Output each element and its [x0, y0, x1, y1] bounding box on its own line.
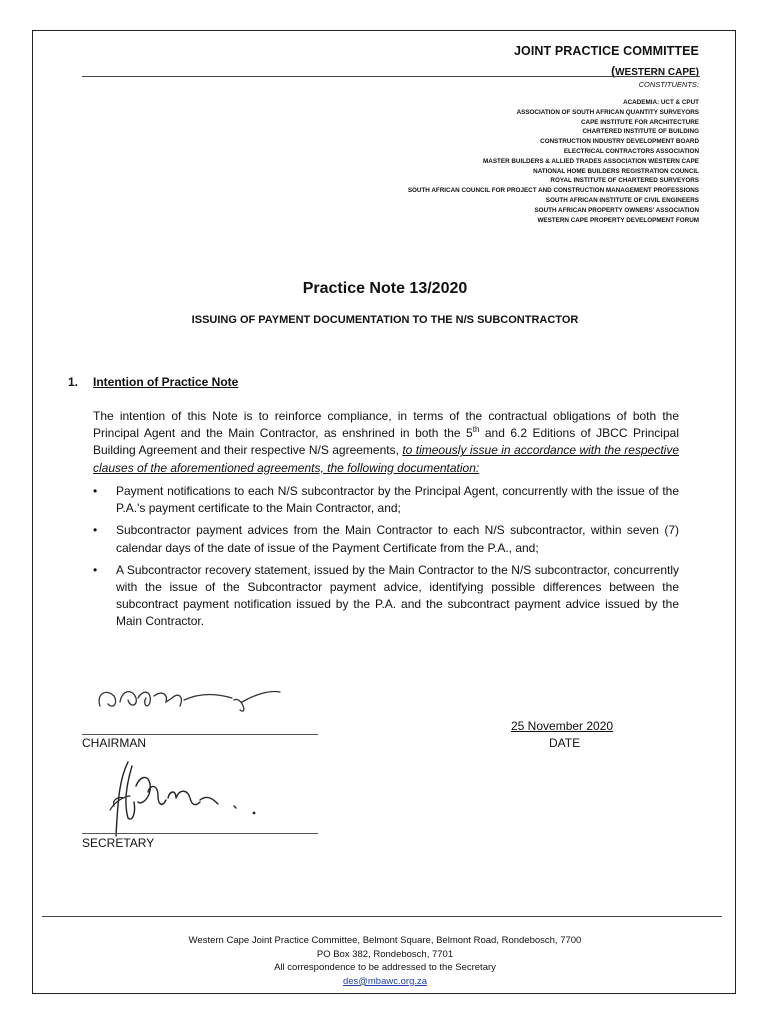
para-underlined-text: to timeously issue in accordance with the respective clauses of the aforementioned agreements, the following documentation: [93, 443, 679, 475]
para-text-b: and 6.2 Editions of JBCC Principal Building Agreement and their respective N/S agreements, [93, 426, 679, 458]
section-title: Intention of Practice Note [93, 375, 239, 389]
region-text: WESTERN CAPE) [615, 67, 699, 78]
chairman-label: CHAIRMAN [82, 736, 147, 750]
footer-correspondence-note: All correspondence to be addressed to the Secretary [274, 962, 496, 974]
bullet-icon: • [93, 523, 98, 538]
constituent-item: SOUTH AFRICAN INSTITUTE OF CIVIL ENGINEERS [545, 196, 699, 204]
section-number: 1. [68, 375, 79, 389]
footer-email-link[interactable]: des@mbawc.org.za [342, 975, 428, 987]
bullet-icon: • [93, 562, 98, 577]
list-item-text: Payment notifications to each N/S subcontractor by the Principal Agent, concurrently with the issue of the P.A.'s payment certificate to the Main Contractor, and; [116, 484, 679, 516]
list-item [93, 522, 679, 556]
header-rule [82, 76, 700, 77]
constituent-item: NATIONAL HOME BUILDERS REGISTRATION COUNCIL [533, 167, 699, 175]
constituent-item: ACADEMIA: UCT & CPUT [623, 99, 699, 106]
footer-address: Western Cape Joint Practice Committee, Belmont Square, Belmont Road, Rondebosch, 7700 [188, 935, 582, 946]
date-label: DATE [549, 736, 581, 750]
constituent-item: CAPE INSTITUTE FOR ARCHITECTURE [580, 118, 699, 126]
region-open-paren: ( [611, 64, 616, 78]
documentation-list [93, 483, 679, 636]
constituent-item: ASSOCIATION OF SOUTH AFRICAN QUANTITY SURVEYORS [516, 108, 699, 116]
constituent-item: ELECTRICAL CONTRACTORS ASSOCIATION [563, 147, 699, 155]
constituent-item: MASTER BUILDERS & ALLIED TRADES ASSOCIATION WESTERN CAPE [483, 157, 699, 165]
constituents-label: CONSTITUENTS: [638, 80, 699, 89]
intention-paragraph [93, 408, 679, 477]
date-value: 25 November 2020 [511, 719, 614, 733]
secretary-signature-line [82, 833, 318, 834]
bullet-icon: • [93, 484, 98, 498]
para-text-a: The intention of this Note is to reinforce compliance, in terms of the contractual obligations of both the Principal Agent and the Main Contractor, as enshrined in both the 5 [93, 409, 679, 441]
para-superscript: th [472, 425, 480, 435]
constituent-item: CHARTERED INSTITUTE OF BUILDING [582, 128, 699, 136]
constituent-item: SOUTH AFRICAN COUNCIL FOR PROJECT AND CONSTRUCTION MANAGEMENT PROFESSIONS [407, 187, 699, 195]
constituent-item: ROYAL INSTITUTE OF CHARTERED SURVEYORS [550, 177, 699, 185]
secretary-label: SECRETARY [82, 836, 155, 850]
chairman-signature [92, 676, 282, 722]
section-heading [68, 375, 238, 389]
practice-note-subtitle: ISSUING OF PAYMENT DOCUMENTATION TO THE N/S SUBCONTRACTOR [191, 314, 579, 326]
footer-rule [42, 916, 722, 917]
list-item [93, 562, 679, 631]
constituent-item: SOUTH AFRICAN PROPERTY OWNERS' ASSOCIATION [534, 206, 699, 214]
list-item-text: Subcontractor payment advices from the Main Contractor to each N/S subcontractor, within seven (7) calendar days of the date of issue of the Payment Certificate from the P.A., and; [116, 523, 679, 555]
footer [0, 934, 770, 988]
committee-title: JOINT PRACTICE COMMITTEE [513, 44, 699, 58]
constituents-list [408, 98, 699, 225]
secretary-signature [96, 756, 276, 842]
chairman-signature-line [82, 734, 318, 735]
constituent-item: CONSTRUCTION INDUSTRY DEVELOPMENT BOARD [540, 138, 699, 146]
practice-note-title: Practice Note 13/2020 [302, 280, 468, 297]
list-item-text: A Subcontractor recovery statement, issued by the Main Contractor to the N/S subcontractor, concurrently with the issue of the Subcontractor payment advice, identifying possible differences between the subcontract payment notification issued by the P.A. and the subcontract payment advice issued by the Main Contractor. [116, 562, 679, 629]
constituent-item: WESTERN CAPE PROPERTY DEVELOPMENT FORUM [537, 216, 699, 224]
footer-po-box: PO Box 382, Rondebosch, 7701 [316, 948, 454, 960]
list-item [93, 483, 679, 517]
